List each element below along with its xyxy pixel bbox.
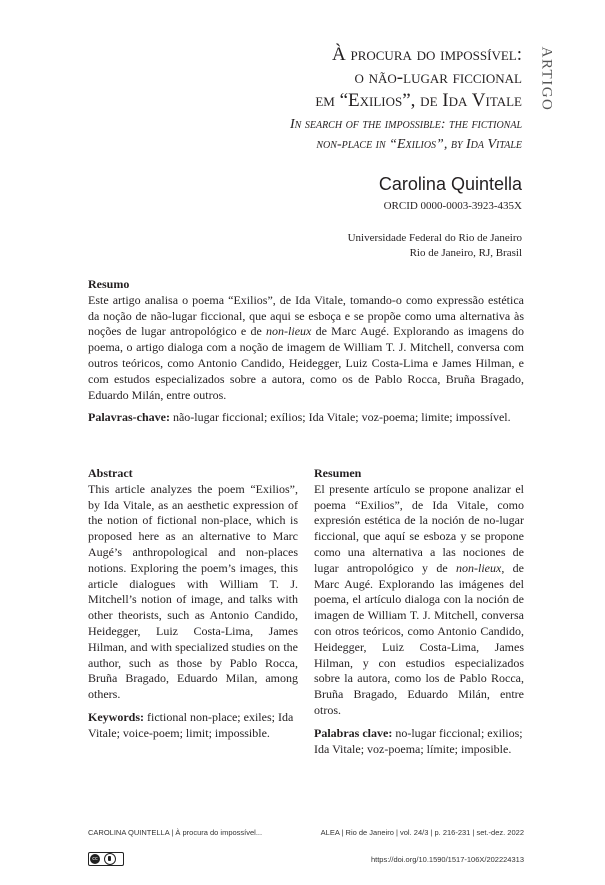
abstract-heading: Abstract <box>88 466 133 480</box>
article-type-text: ARTIGO <box>538 46 555 112</box>
article-type-label <box>531 44 561 114</box>
resumo-keywords-text: não-lugar ficcional; exílios; Ida Vitale; voz-poema; limite; impossível. <box>172 410 511 425</box>
resumen-section <box>314 466 524 757</box>
resumen-keywords-text: no-lugar ficcional; exilios; Ida Vitale; voz-poema; límite; imposible. <box>314 725 523 756</box>
resumen-text <box>314 482 524 719</box>
abstract-keywords-label: Keywords: <box>88 709 144 724</box>
author-affiliation <box>348 231 522 261</box>
abstract-keywords-text: fictional non-place; exiles; Ida Vitale; voice-poem; limit; impossible. <box>88 709 294 740</box>
resumo-text-part-1: Este artigo analisa o poema “Exilios”, de Ida Vitale, tomando-o como expressão estética da noção de não-lugar ficcional, que aqui se esboça e se propõe como uma alternativa às noções de lugar antropológico e de <box>88 292 524 339</box>
resumo-text <box>88 293 524 404</box>
resumen-text-part-1: El presente artículo se propone analizar el poema “Exilios”, de Ida Vitale, como expresión estética de la noción de no-lugar ficcional, que aquí se esboza y se propone como una alternativa a las nociones de lugar antropológico y de <box>314 481 524 575</box>
title-en-line-1: In search of the impossible: the fictional <box>290 117 522 132</box>
resumen-heading: Resumen <box>314 466 362 480</box>
title-pt-line-2: o não-lugar ficcional <box>354 67 522 88</box>
title-en-line-2: non-place in “Exilios”, by Ida Vitale <box>316 137 522 152</box>
resumen-text-part-2: , de Marc Augé. Explorando las imágenes del poema, el artículo dialoga con la noción de imagen de William T. J. Mitchell, conversa con otros teóricos, como Antonio Candido, Heidegger, Luiz Costa-Lima, James Hilman, y con estudios especializados sobre la autora, como los de Pablo Rocca, Bruña Bragado, Eduardo Milán, entre otros. <box>314 560 524 717</box>
cc-circle-icon: cc <box>90 854 100 864</box>
cc-by-icon[interactable] <box>88 852 124 866</box>
resumo-text-italic: non-lieux <box>266 324 312 339</box>
resumen-text-italic: non-lieux <box>456 560 502 575</box>
affiliation-line-2: Rio de Janeiro, RJ, Brasil <box>409 247 522 259</box>
running-footer-author-title: CAROLINA QUINTELLA | À procura do impossível... <box>88 828 263 837</box>
resumo-section <box>88 277 524 426</box>
running-footer-journal: ALEA | Rio de Janeiro | vol. 24/3 | p. 216-231 | set.-dez. 2022 <box>320 828 524 837</box>
title-pt-line-1: À procura do impossível: <box>332 44 522 65</box>
resumo-keywords <box>88 410 524 426</box>
resumo-heading: Resumo <box>88 277 130 291</box>
author-name: Carolina Quintella <box>378 174 522 194</box>
person-icon <box>104 853 116 865</box>
title-pt-line-3: em “Exilios”, de Ida Vitale <box>315 90 522 111</box>
resumen-keywords <box>314 726 524 758</box>
title-english <box>162 115 522 155</box>
resumo-keywords-label: Palavras-chave: <box>88 410 170 425</box>
resumen-keywords-label: Palabras clave: <box>314 725 393 740</box>
author-orcid[interactable]: ORCID 0000-0003-3923-435X <box>383 200 522 212</box>
abstract-text: This article analyzes the poem “Exilios”, by Ida Vitale, as an aesthetic expression of the notion of fictional non-place, which is proposed here as an alternative to Marc Augé’s anthropological and non-places notions. Exploring the poem’s images, this article dialogues with William T. J. Mitchell’s notion of image, and talks with other theorists, such as Antonio Candido, Heidegger, Luiz Costa-Lima, James Hilman, and with specialized studies on the author, such as those by Pablo Rocca, Bruña Bragado, Eduardo Milan, among others. <box>88 481 298 702</box>
abstract-section <box>88 466 298 742</box>
title-block <box>162 43 522 155</box>
title-portuguese <box>162 43 522 112</box>
doi-link[interactable]: https://doi.org/10.1590/1517-106X/202224313 <box>370 855 524 864</box>
affiliation-line-1: Universidade Federal do Rio de Janeiro <box>347 232 522 244</box>
resumo-text-part-2: de Marc Augé. Explorando as imagens do poema, o artigo dialoga com a noção de imagem de William T. J. Mitchell, conversa com outros teóricos, como Antonio Candido, Heidegger, Luiz Costa-Lima e James Hilman, e com estudos especializados sobre a autora, como os de Pablo Rocca, Bruña Bragado, Eduardo Milán, entre outros. <box>88 324 524 402</box>
abstract-keywords <box>88 710 298 742</box>
